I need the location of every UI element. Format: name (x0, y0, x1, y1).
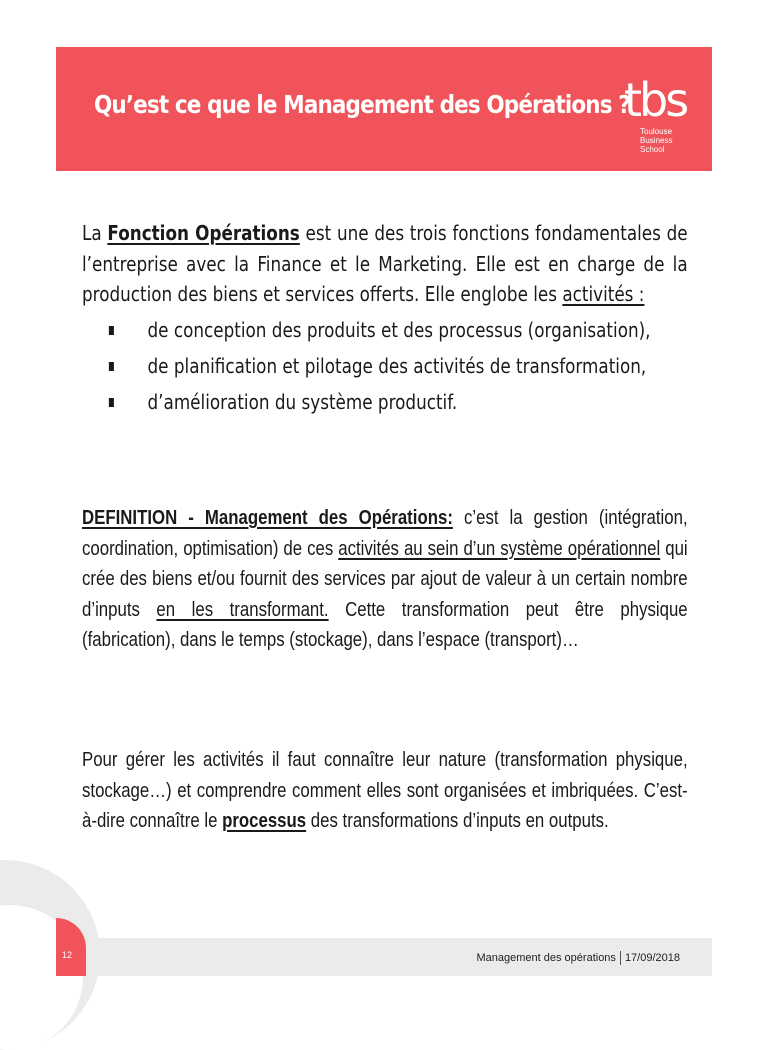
footer-text (477, 951, 681, 965)
definition-paragraph (82, 503, 688, 656)
logo-sub-line1: Toulouse (640, 127, 673, 136)
conclusion-section (82, 745, 688, 837)
processus-term: processus (222, 810, 307, 832)
list-item (82, 312, 651, 348)
fonction-operations-term: Fonction Opérations (107, 221, 300, 245)
logo-mark: tbs (624, 73, 687, 127)
footer-course: Management des opérations (476, 951, 616, 964)
list-item-text: de conception des produits et des processus (organisation), (147, 317, 651, 342)
intro-text-1: La (82, 221, 108, 245)
definition-section (82, 503, 688, 656)
intro-text-2: est une des trois fonctions fondamentales de l’entreprise avec la Finance et le Marketing. Elle est en charge de la production des biens et services offerts. Elle englobe les (82, 221, 688, 306)
activities-list (82, 312, 651, 420)
definition-text-2: qui crée des biens et/ou fournit des services par ajout de valeur à un certain nombre d’inputs (82, 537, 688, 621)
definition-underlined-2: en les transformant. (156, 598, 329, 621)
intro-section (82, 218, 688, 420)
list-item (82, 384, 591, 420)
bullet-square-icon (109, 398, 114, 407)
bullet-square-icon (109, 326, 114, 335)
activites-term: activités : (562, 282, 645, 306)
list-item-text: de planification et pilotage des activités de transformation, (147, 353, 647, 378)
conclusion-text-2: des transformations d’inputs en outputs. (306, 810, 609, 832)
logo-subtitle (640, 127, 694, 154)
definition-text-3: Cette transformation peut être physique (fabrication), dans le temps (stockage), dans l’espace (transport)… (82, 598, 688, 651)
footer-separator (620, 951, 621, 965)
intro-paragraph (82, 218, 688, 310)
conclusion-text-1: Pour gérer les activités il faut connaître leur nature (transformation physique, stockage…) et comprendre comment elles sont organisées et imbriquées. C’est-à-dire connaître le (82, 749, 688, 832)
footer-bar (86, 938, 712, 976)
definition-underlined-1: activités au sein d’un système opérationnel (338, 537, 661, 560)
page-title: Qu’est ce que le Management des Opérations ? (94, 90, 630, 119)
bullet-square-icon (109, 362, 114, 371)
list-item-text: d’amélioration du système productif. (147, 389, 458, 414)
list-item (82, 348, 647, 384)
tbs-logo (624, 73, 694, 154)
definition-text-1: c’est la gestion (intégration, coordination, optimisation) de ces (82, 507, 688, 560)
logo-sub-line2: Business School (640, 136, 673, 154)
conclusion-paragraph (82, 745, 688, 837)
footer-date: 17/09/2018 (624, 951, 680, 964)
page-number: 12 (62, 950, 73, 960)
definition-label: DEFINITION - Management des Opérations: (82, 507, 453, 529)
title-banner (56, 47, 712, 171)
